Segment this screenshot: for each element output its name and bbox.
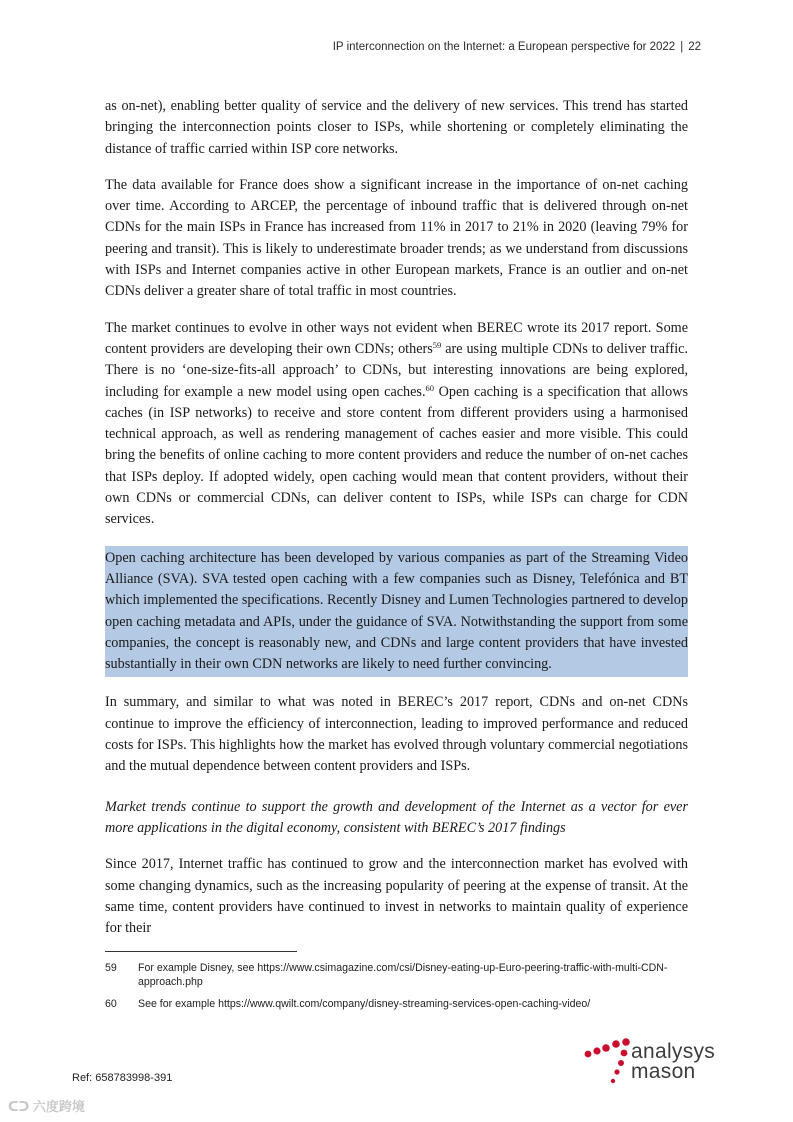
logo-line-2: mason xyxy=(631,1060,696,1083)
paragraph-3 xyxy=(105,318,688,531)
analysys-mason-logo xyxy=(583,1036,733,1090)
section-heading-italic: Market trends continue to support the growth and development of the Internet as a vector for ever more applications in the digital economy, consistent with BEREC’s 2017 findings xyxy=(105,798,688,836)
paragraph-7: Since 2017, Internet traffic has continued to grow and the interconnection market has evolved with some changing dynamics, such as the increasing popularity of peering at the expense of transit. At the same time, content providers have continued to invest in networks to maintain quality of experience for their xyxy=(105,856,688,937)
page-header xyxy=(333,41,701,53)
footnote-ref-59[interactable]: 59 xyxy=(432,339,442,350)
logo-wordmark xyxy=(631,1042,715,1082)
logo-line-1: analysys xyxy=(631,1040,716,1063)
paragraph-5: In summary, and similar to what was noted in BEREC’s 2017 report, CDNs and on-net CDNs continue to improve the efficiency of interconnection, leading to improved performance and reduced costs for ISPs. This highlights how the market has evolved through voluntary commercial negotiations and the mutual dependence between content providers and ISPs. xyxy=(105,694,688,775)
paragraph-3-part-1: The market continues to evolve in other ways not evident when BEREC wrote its 2017 report. Some content providers are developing their own CDNs; others xyxy=(105,319,688,357)
footnote-60 xyxy=(105,998,690,1012)
page-number: 22 xyxy=(688,41,701,53)
paragraph-2: The data available for France does show a significant increase in the importance of on-net caching over time. According to ARCEP, the percentage of inbound traffic that is delivered through on-net CDNs for the main ISPs in France has increased from 11% in 2017 to 21% in 2020 (leaving 79% for peering and transit). This is likely to underestimate broader trends; as we understand from discussions with ISPs and Internet companies active in other European markets, France is an outlier and on-net CDNs deliver a greater share of total traffic in most countries. xyxy=(105,176,688,300)
footnote-text[interactable]: For example Disney, see https://www.csimagazine.com/csi/Disney-eating-up-Euro-peering-traffic-with-multi-CDN-approach.php xyxy=(138,962,668,988)
footnote-59 xyxy=(105,962,690,989)
logo-dots-icon xyxy=(583,1036,631,1090)
watermark-icon: ᑕᑐ xyxy=(8,1099,33,1114)
footnote-number: 60 xyxy=(105,998,117,1010)
footnote-number: 59 xyxy=(105,962,117,974)
paragraph-3-part-3: Open caching is a specification that allows caches (in ISP networks) to receive and store content from different providers using a harmonised technical approach, as well as rendering management of caches easier and more visible. This could bring the benefits of online caching to more content providers and reduce the number of on-net caches that ISPs deploy. If adopted widely, open caching would mean that content providers, without their own CDNs or commercial CDNs, can deliver content to ISPs, while ISPs can charge for CDN services. xyxy=(105,383,688,528)
document-reference: Ref: 658783998-391 xyxy=(72,1072,173,1084)
watermark-text: 六度跨境 xyxy=(32,1099,85,1114)
footnote-ref-60[interactable]: 60 xyxy=(425,382,434,393)
header-separator: | xyxy=(680,41,684,53)
highlighted-paragraph[interactable]: Open caching architecture has been developed by various companies as part of the Streaming Video Alliance (SVA). SVA tested open caching with a few companies such as Disney, Telefónica and BT which implemented the specifications. Recently Disney and Lumen Technologies partnered to develop open caching metadata and APIs, under the guidance of SVA. Notwithstanding the support from some companies, the concept is reasonably new, and CDNs and large content providers that have invested substantially in their own CDN networks are likely to need further convincing. xyxy=(105,546,688,678)
body-text xyxy=(105,96,688,954)
paragraph-1: as on-net), enabling better quality of service and the delivery of new services. This trend has started bringing the interconnection points closer to ISPs, while shortening or completely eliminating the distance of traffic carried within ISP core networks. xyxy=(105,98,688,157)
footnote-divider xyxy=(105,951,297,952)
footnote-text[interactable]: See for example https://www.qwilt.com/company/disney-streaming-services-open-caching-video/ xyxy=(138,998,591,1010)
watermark xyxy=(8,1096,85,1115)
paragraph-3-part-2: are using multiple CDNs to deliver traffic. There is no ‘one-size-fits-all approach’ to CDNs, but interesting innovations are being explored, including for example a new model using open caches. xyxy=(105,340,688,400)
document-title: IP interconnection on the Internet: a European perspective for 2022 xyxy=(332,41,676,53)
